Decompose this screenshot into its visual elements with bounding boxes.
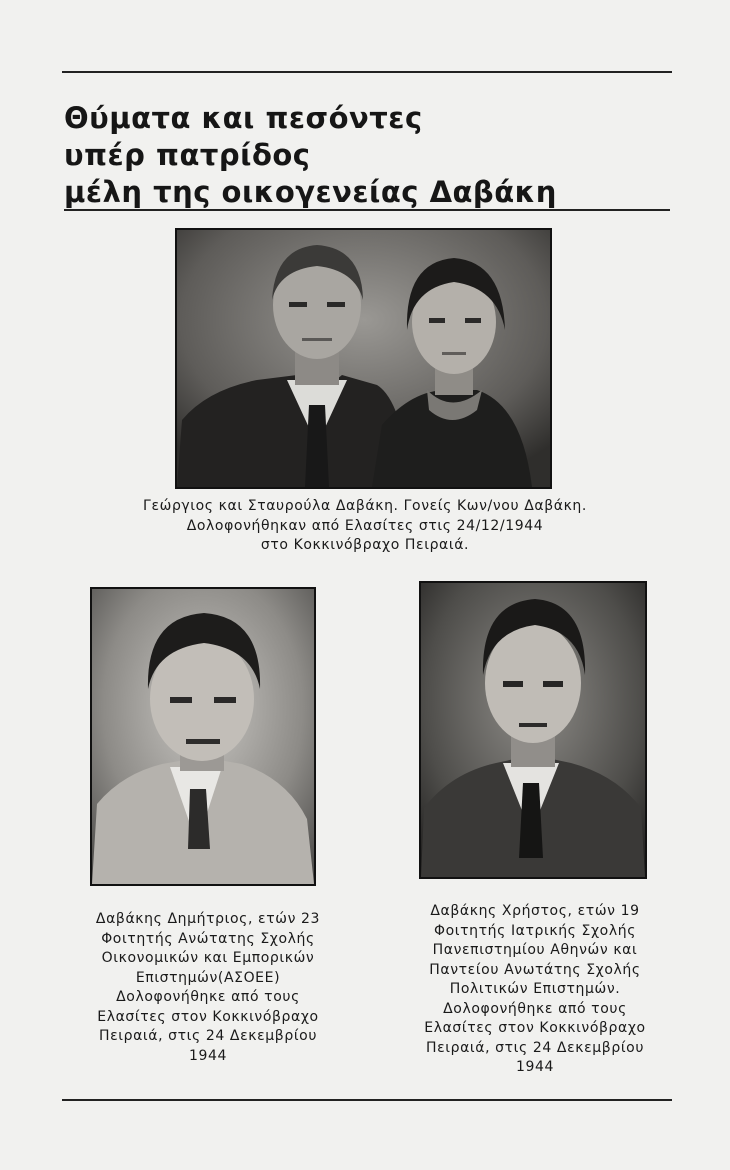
dimitrios-photo — [90, 587, 316, 886]
dimitrios-caption — [52, 910, 364, 1066]
christos-caption-line-4: Παντείου Ανωτάτης Σχολής — [429, 961, 641, 978]
christos-caption-line-1: Δαβάκης Χρήστος, ετών 19 — [430, 903, 640, 919]
parents-caption — [60, 497, 670, 556]
title-line-1: Θύματα και πεσόντες — [64, 101, 423, 135]
parents-caption-line-1: Γεώργιος και Σταυρούλα Δαβάκη. Γονείς Κων/νου Δαβάκη. — [143, 498, 587, 514]
christos-caption-line-6: Δολοφονήθηκε από τους — [443, 1000, 627, 1017]
christos-caption-line-9: 1944 — [515, 1059, 555, 1075]
top-rule — [62, 71, 672, 73]
dimitrios-caption-line-2: Φοιτητής Ανώτατης Σχολής — [101, 930, 315, 947]
parents-photo-image — [177, 230, 550, 487]
christos-caption-line-8: Πειραιά, στις 24 Δεκεμβρίου — [425, 1039, 645, 1056]
christos-caption-line-3: Πανεπιστημίου Αθηνών και — [432, 942, 638, 958]
parents-caption-line-2: Δολοφονήθηκαν από Ελασίτες στις 24/12/1944 — [186, 517, 544, 534]
title-underline — [64, 209, 670, 211]
dimitrios-caption-line-3: Οικονομικών και Εμπορικών — [101, 950, 315, 966]
dimitrios-caption-line-4: Επιστημών(ΑΣΟΕΕ) — [135, 969, 281, 986]
dimitrios-caption-line-5: Δολοφονήθηκε από τους — [116, 989, 300, 1005]
christos-caption-line-5: Πολιτικών Επιστημών. — [449, 981, 621, 997]
dimitrios-photo-image — [92, 589, 314, 884]
dimitrios-caption-line-7: Πειραιά, στις 24 Δεκεμβρίου — [98, 1028, 318, 1044]
page-title — [64, 100, 674, 211]
christos-caption-line-2: Φοιτητής Ιατρικής Σχολής — [433, 922, 637, 939]
dimitrios-caption-line-1: Δαβάκης Δημήτριος, ετών 23 — [95, 911, 321, 927]
christos-caption — [382, 902, 688, 1078]
bottom-rule — [62, 1099, 672, 1101]
christos-photo — [419, 581, 647, 879]
dimitrios-caption-line-8: 1944 — [188, 1047, 228, 1064]
dimitrios-caption-line-6: Ελασίτες στον Κοκκινόβραχο — [97, 1008, 319, 1025]
title-line-2: υπέρ πατρίδος — [64, 138, 311, 172]
parents-caption-line-3: στο Κοκκινόβραχο Πειραιά. — [260, 537, 470, 553]
christos-photo-image — [421, 583, 645, 877]
title-line-3: μέλη της οικογενείας Δαβάκη — [64, 175, 557, 209]
christos-caption-line-7: Ελασίτες στον Κοκκινόβραχο — [424, 1020, 646, 1036]
parents-photo — [175, 228, 552, 489]
